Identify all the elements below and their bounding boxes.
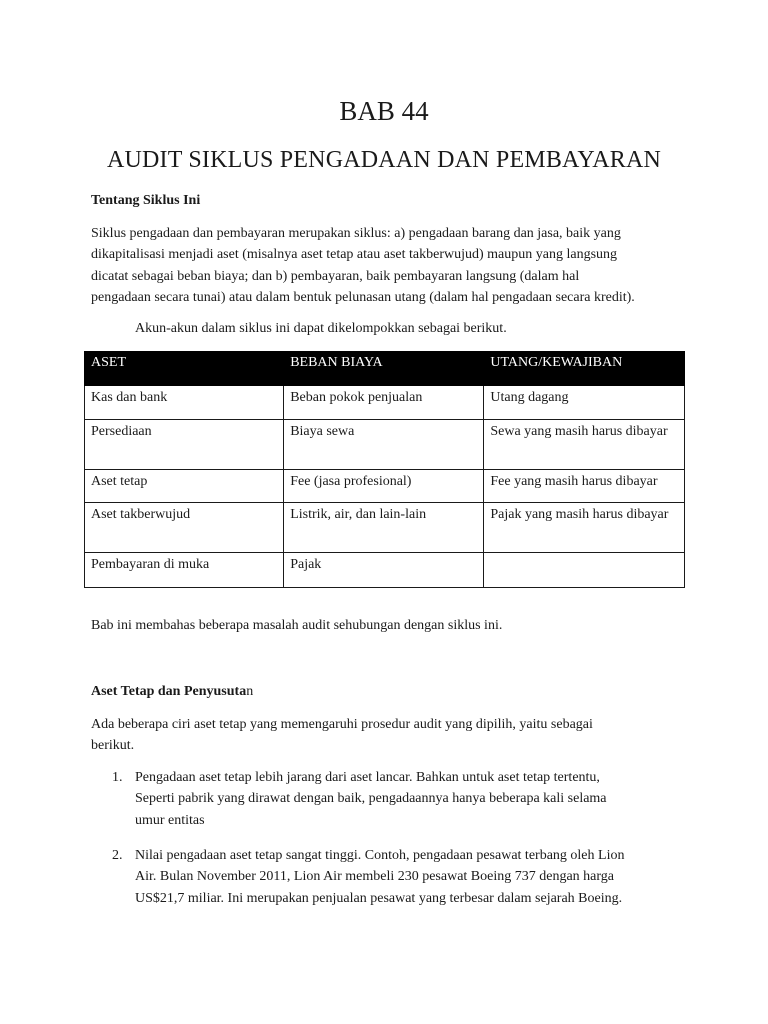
heading-bold-text: Aset Tetap dan Penyusuta [91, 684, 247, 699]
numbered-list [112, 767, 712, 915]
section-heading-tentang-siklus: Tentang Siklus Ini [91, 193, 201, 208]
section-closing: Bab ini membahas beberapa masalah audit sehubungan dengan siklus ini. [91, 618, 503, 633]
chapter-number: BAB 44 [339, 96, 429, 126]
paragraph-line: Siklus pengadaan dan pembayaran merupakan siklus: a) pengadaan barang dan jasa, baik yang [91, 226, 621, 241]
paragraph-line: Ada beberapa ciri aset tetap yang memengaruhi prosedur audit yang dipilih, yaitu sebagai [91, 717, 593, 732]
accounts-table [84, 351, 685, 588]
table-cell: Sewa yang masih harus dibayar [484, 420, 685, 470]
section-paragraph-aset-tetap [91, 714, 691, 757]
table-header-row [85, 352, 685, 386]
list-item-line: Pengadaan aset tetap lebih jarang dari aset lancar. Bahkan untuk aset tetap tertentu, [135, 770, 600, 785]
table-cell: Fee yang masih harus dibayar [484, 470, 685, 503]
table-row [85, 503, 685, 553]
table-header-cell: UTANG/KEWAJIBAN [484, 352, 685, 386]
heading-tail-text: n [246, 684, 254, 699]
list-item-line: Nilai pengadaan aset tetap sangat tinggi. Contoh, pengadaan pesawat terbang oleh Lion [135, 848, 625, 863]
chapter-title: AUDIT SIKLUS PENGADAAN DAN PEMBAYARAN [106, 147, 662, 173]
list-item-line: Seperti pabrik yang dirawat dengan baik, pengadaannya hanya beberapa kali selama [135, 791, 607, 807]
table-row [85, 386, 685, 420]
section-paragraph-siklus [91, 223, 691, 308]
table-header-cell: BEBAN BIAYA [284, 352, 484, 386]
table-cell: Kas dan bank [85, 386, 284, 420]
table-header-cell: ASET [85, 352, 284, 386]
table-cell [484, 553, 685, 588]
list-item-number: 2. [112, 848, 123, 863]
list-item [112, 767, 712, 837]
table-cell: Listrik, air, dan lain-lain [284, 503, 484, 553]
list-item-line: Air. Bulan November 2011, Lion Air membeli 230 pesawat Boeing 737 dengan harga [135, 869, 615, 885]
paragraph-line: dicatat sebagai beban biaya; dan b) pembayaran, baik pembayaran langsung (dalam hal [91, 268, 580, 284]
table-cell: Aset takberwujud [85, 503, 284, 553]
table-cell: Pembayaran di muka [85, 553, 284, 588]
table-cell: Pajak yang masih harus dibayar [484, 503, 685, 553]
section-heading-aset-tetap [91, 683, 253, 701]
table-cell: Utang dagang [484, 386, 685, 420]
table-cell: Persediaan [85, 420, 284, 470]
table-intro: Akun-akun dalam siklus ini dapat dikelompokkan sebagai berikut. [135, 321, 507, 336]
paragraph-line: berikut. [91, 738, 135, 754]
table-row [85, 553, 685, 588]
table-cell: Aset tetap [85, 470, 284, 503]
paragraph-line: pengadaan secara tunai) atau dalam bentuk pelunasan utang (dalam hal pengadaan secara kredit). [91, 289, 635, 305]
table-cell: Beban pokok penjualan [284, 386, 484, 420]
table-cell: Biaya sewa [284, 420, 484, 470]
paragraph-line: dikapitalisasi menjadi aset (misalnya aset tetap atau aset takberwujud) maupun yang langsung [91, 247, 618, 263]
list-item-line: umur entitas [135, 812, 205, 828]
table-cell: Fee (jasa profesional) [284, 470, 484, 503]
list-item-text [135, 767, 607, 831]
table-cell: Pajak [284, 553, 484, 588]
list-item [112, 845, 712, 915]
list-item-text [135, 845, 624, 909]
list-item-number: 1. [112, 770, 123, 785]
list-item-line: US$21,7 miliar. Ini merupakan penjualan pesawat yang terbesar dalam sejarah Boeing. [135, 890, 623, 906]
table-row [85, 470, 685, 503]
table-row [85, 420, 685, 470]
